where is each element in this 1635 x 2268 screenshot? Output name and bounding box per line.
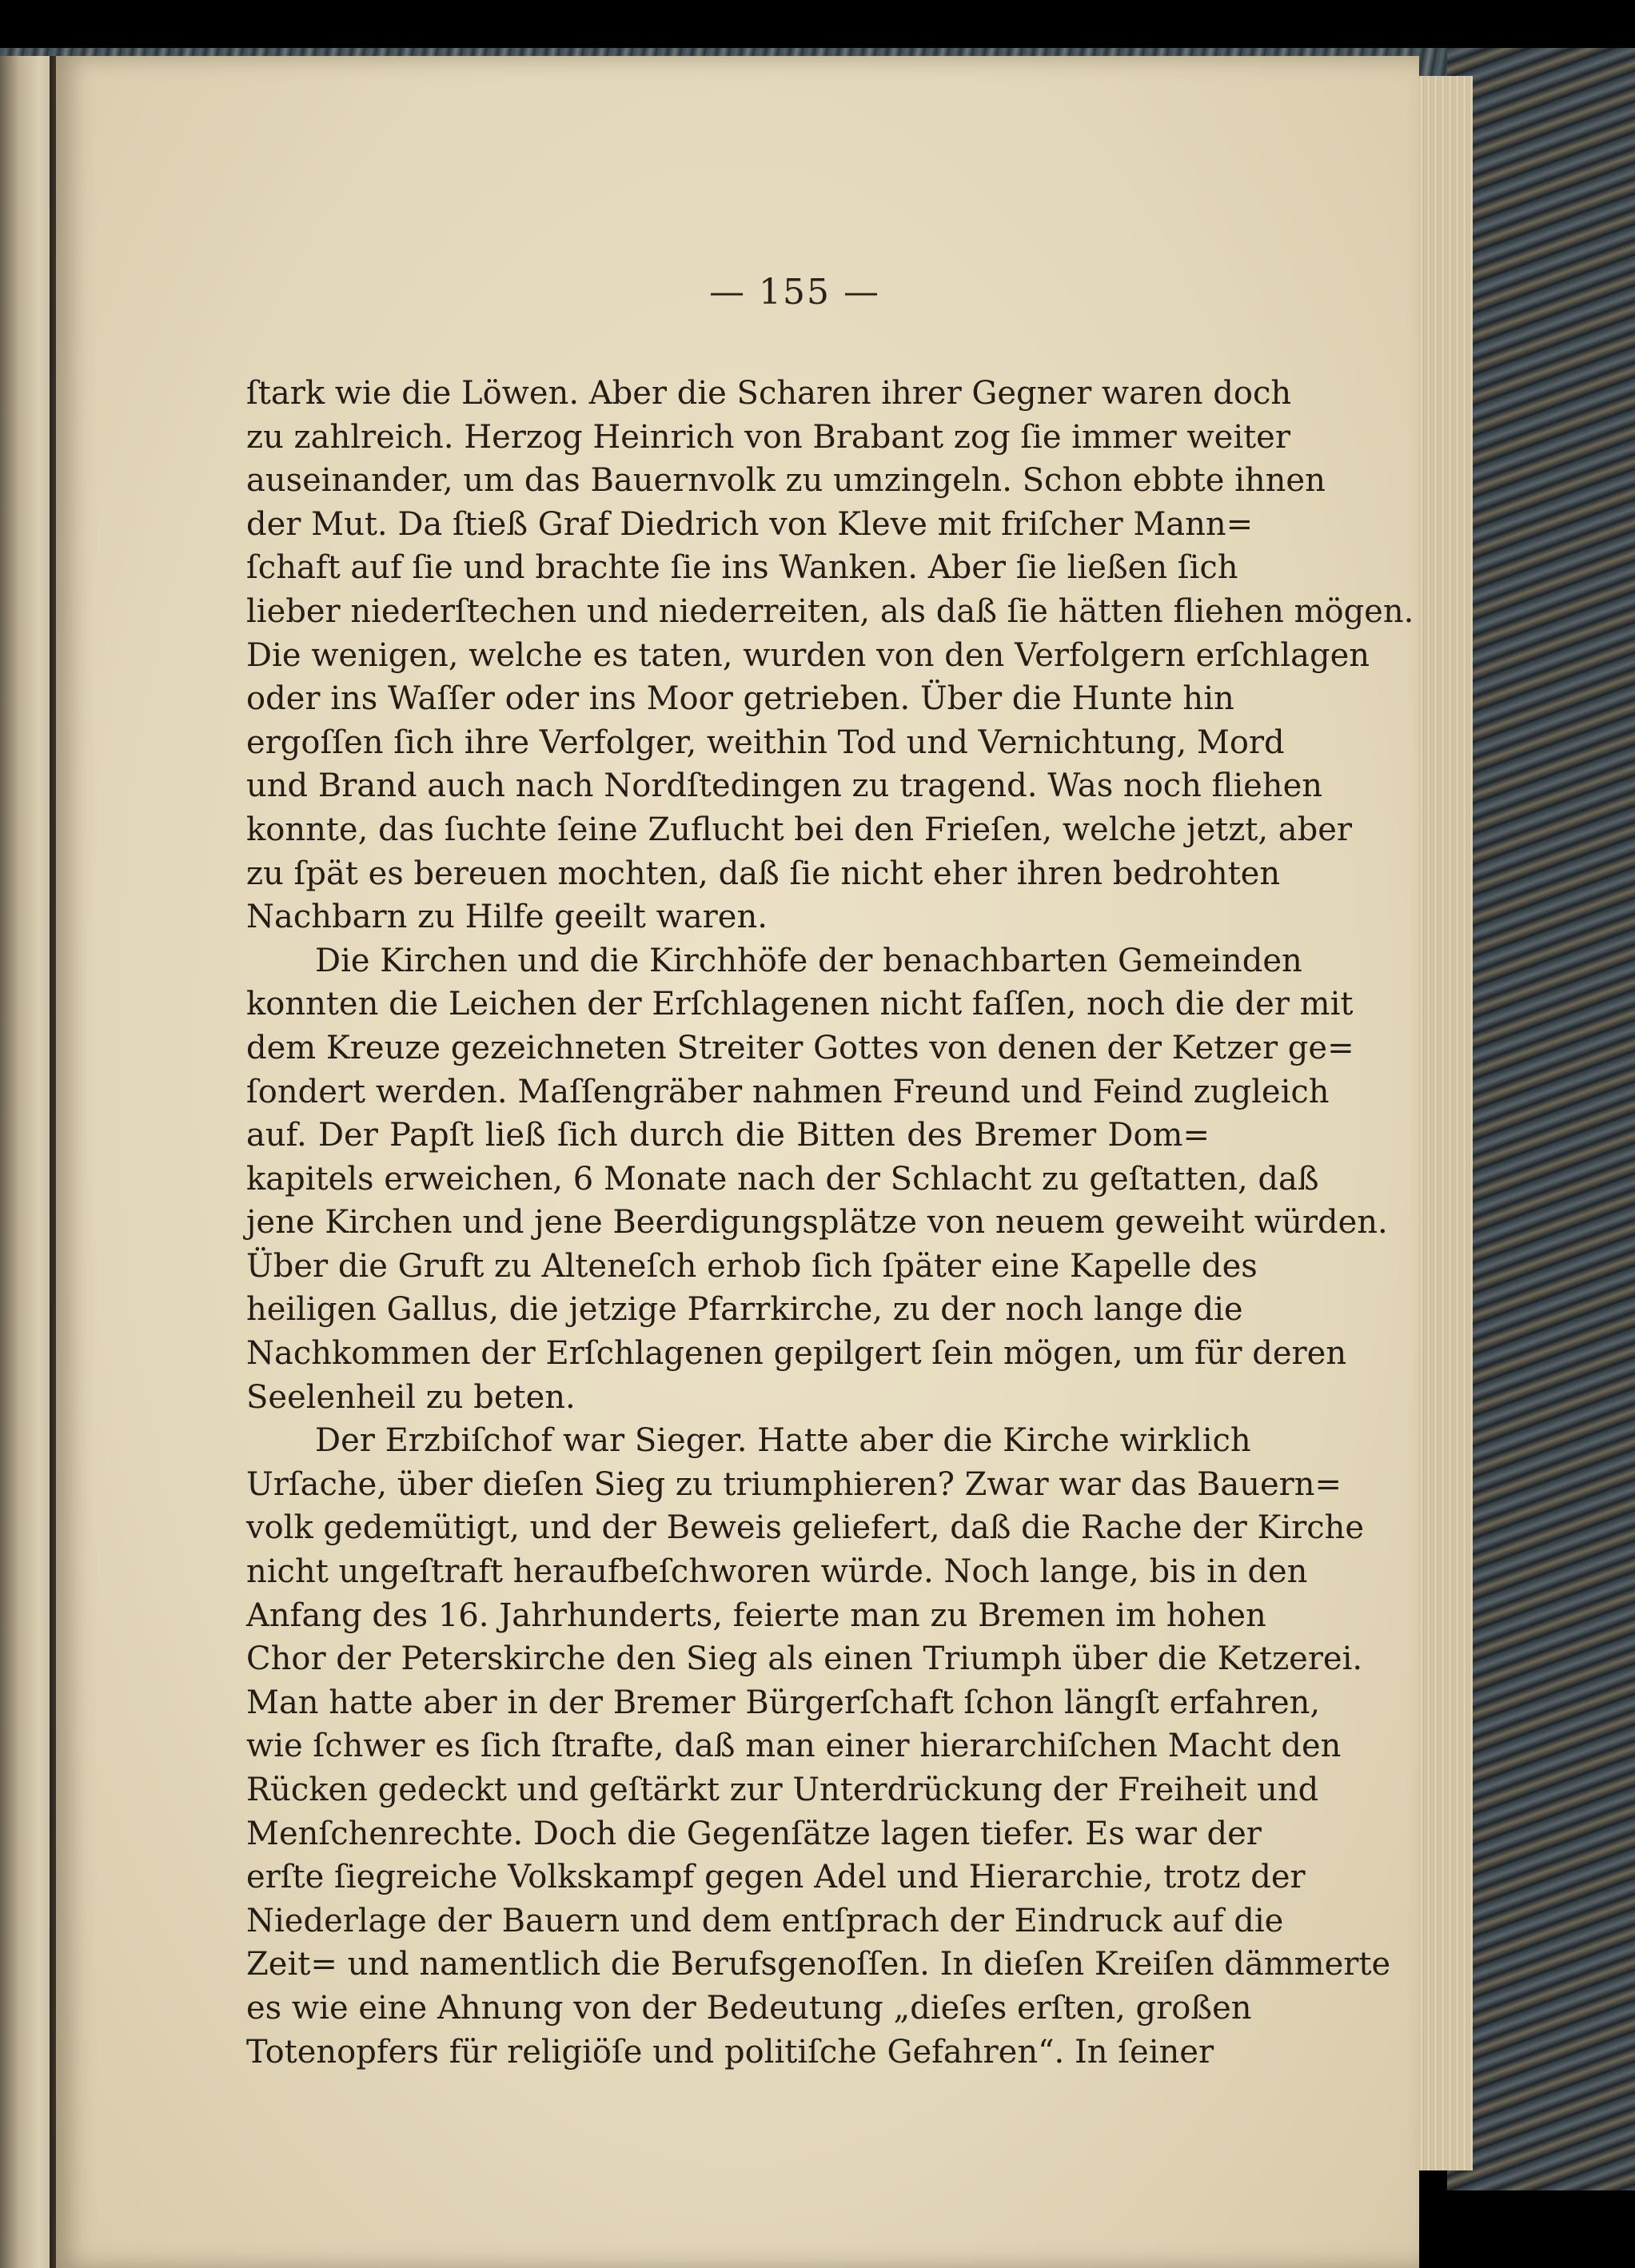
text-line: kapitels erweichen, 6 Monate nach der Schlacht zu geſtatten, daß <box>246 1160 1319 1198</box>
text-line: Über die Gruft zu Alteneſch erhob ſich ſpäter eine Kapelle des <box>246 1247 1258 1285</box>
text-line: oder ins Waſſer oder ins Moor getrieben. Über die Hunte hin <box>246 680 1234 718</box>
text-line: ergoſſen ſich ihre Verfolger, weithin Tod und Vernichtung, Mord <box>246 723 1285 761</box>
text-line: konnten die Leichen der Erſchlagenen nicht faſſen, noch die der mit <box>246 986 1354 1023</box>
text-line: zu ſpät es bereuen mochten, daß ſie nicht eher ihren bedrohten <box>246 855 1281 892</box>
text-line: der Mut. Da ſtieß Graf Diedrich von Kleve mit friſcher Mann= <box>246 505 1254 543</box>
text-line: Chor der Peterskirche den Sieg als einen Triumph über die Ketzerei. <box>246 1640 1363 1678</box>
text-line: volk gedemütigt, und der Beweis geliefert, daß die Rache der Kirche <box>246 1509 1365 1547</box>
text-line: ſchaft auf ſie und brachte ſie ins Wanken. Aber ſie ließen ſich <box>246 549 1238 587</box>
text-line: Niederlage der Bauern und dem entſprach der Eindruck auf die <box>246 1902 1284 1939</box>
text-line: Urſache, über dieſen Sieg zu triumphieren? Zwar war das Bauern= <box>246 1465 1342 1503</box>
text-line: Nachkommen der Erſchlagenen gepilgert ſein mögen, um für deren <box>246 1335 1347 1373</box>
previous-page-edge <box>0 56 56 2268</box>
text-line: jene Kirchen und jene Beerdigungsplätze von neuem geweiht würden. <box>246 1204 1388 1242</box>
text-line: Nachbarn zu Hilfe geeilt waren. <box>246 899 768 936</box>
text-line: Totenopfers für religiöſe und politiſche Gefahren“. In ſeiner <box>246 2033 1214 2071</box>
text-line: Zeit= und namentlich die Berufsgenoſſen. In dieſen Kreiſen dämmerte <box>246 1946 1391 1983</box>
page-number: — 155 — <box>709 272 880 313</box>
text-line: ſtark wie die Löwen. Aber die Scharen ihrer Gegner waren doch <box>246 375 1292 412</box>
text-line: Die Kirchen und die Kirchhöfe der benachbarten Gemeinden <box>315 942 1302 979</box>
text-line: auf. Der Papſt ließ ſich durch die Bitten des Bremer Dom= <box>246 1117 1210 1154</box>
text-line: heiligen Gallus, die jetzige Pfarrkirche, zu der noch lange die <box>246 1291 1243 1329</box>
book-page <box>56 56 1419 2268</box>
text-line: konnte, das ſuchte ſeine Zuflucht bei den Frieſen, welche jetzt, aber <box>246 811 1353 848</box>
page-stack-edge <box>1415 76 1473 2170</box>
text-line: Der Erzbiſchof war Sieger. Hatte aber die Kirche wirklich <box>315 1422 1251 1460</box>
text-line: Die wenigen, welche es taten, wurden von den Verfolgern erſchlagen <box>246 636 1370 674</box>
text-line: Anfang des 16. Jahrhunderts, feierte man zu Bremen im hohen <box>246 1596 1266 1634</box>
text-line: Menſchenrechte. Doch die Gegenſätze lagen tiefer. Es war der <box>246 1815 1262 1852</box>
body-text <box>246 372 1414 2074</box>
text-line: erſte ſiegreiche Volkskampf gegen Adel und Hierarchie, trotz der <box>246 1859 1306 1896</box>
text-line: Man hatte aber in der Bremer Bürgerſchaft ſchon längſt erfahren, <box>246 1684 1321 1721</box>
marbled-cover-edge <box>1447 48 1635 2190</box>
text-line: nicht ungeſtraft heraufbeſchworen würde. Noch lange, bis in den <box>246 1553 1308 1591</box>
text-line: und Brand auch nach Nordſtedingen zu tragend. Was noch fliehen <box>246 767 1322 805</box>
text-line: lieber niederſtechen und niederreiten, als daß ſie hätten fliehen mögen. <box>246 592 1414 630</box>
text-line: dem Kreuze gezeichneten Streiter Gottes von denen der Ketzer ge= <box>246 1029 1354 1066</box>
text-line: zu zahlreich. Herzog Heinrich von Brabant zog ſie immer weiter <box>246 418 1290 456</box>
text-line: es wie eine Ahnung von der Bedeutung „dieſes erſten, großen <box>246 1989 1252 2027</box>
text-line: Rücken gedeckt und geſtärkt zur Unterdrückung der Freiheit und <box>246 1772 1319 1808</box>
text-line: wie ſchwer es ſich ſtrafte, daß man einer hierarchiſchen Macht den <box>246 1728 1342 1765</box>
text-line: Seelenheil zu beten. <box>246 1378 576 1416</box>
text-line: ſondert werden. Maſſengräber nahmen Freund und Feind zugleich <box>246 1073 1330 1110</box>
text-line: auseinander, um das Bauernvolk zu umzingeln. Schon ebbte ihnen <box>246 462 1326 500</box>
